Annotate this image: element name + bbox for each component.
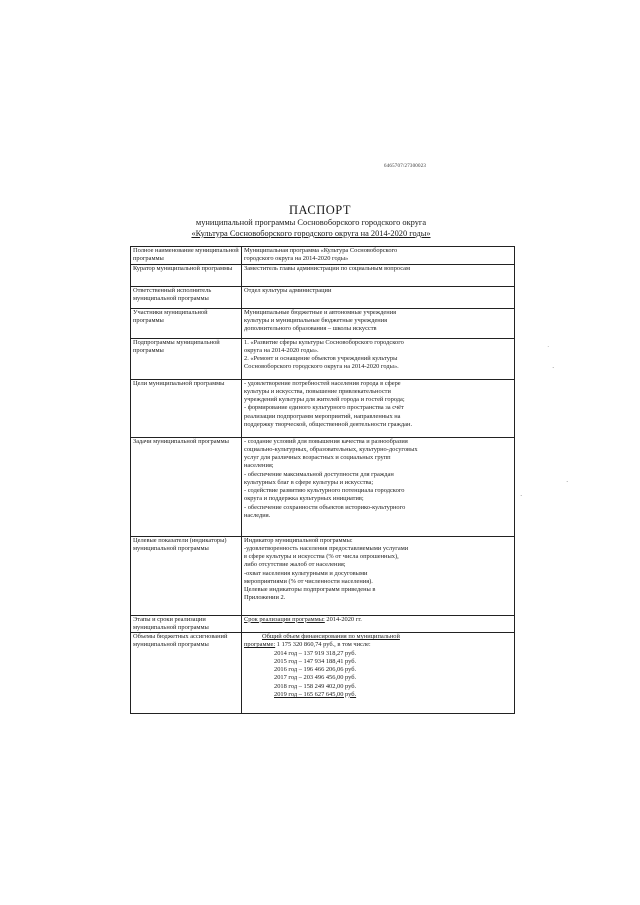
table-row [131, 633, 515, 714]
value-line [244, 641, 512, 649]
value-line: Сосновоборского городского округа на 2014-2020 годы». [244, 363, 399, 371]
value-line: - содействие развитию культурного потенциала городского [244, 487, 405, 494]
row-value [242, 264, 515, 286]
year-line: 2019 год – 165 627 645,00 руб. [274, 690, 357, 698]
value-line: поддержку творческой, общественной деятельности граждан. [244, 420, 413, 428]
row-value [242, 308, 515, 338]
value-line: Муниципальная программа «Культура Сосновоборского [244, 247, 398, 254]
row-value [242, 338, 515, 379]
value-line: культуры и искусства, повышение привлекательности [244, 387, 391, 395]
value-line: реализации подпрограмм мероприятий, направленных на [244, 412, 401, 420]
scan-mark: · [520, 492, 523, 500]
value-line: - удовлетворение потребностей населения города в сфере [244, 379, 401, 387]
value-line: Заместитель главы администрации по социальным вопросам [244, 264, 411, 272]
row-value [242, 615, 515, 633]
value-line: Муниципальные бюджетные и автономные учреждения [244, 308, 397, 316]
fin-total: 1 175 320 860,74 руб., в том числе: [275, 641, 371, 649]
table-row [131, 379, 515, 437]
value-line: - обеспечение сохранности объектов историко-культурного [244, 503, 406, 511]
value-line: наследия. [244, 511, 271, 519]
page-subtitle [126, 218, 496, 239]
year-line: 2014 год – 137 919 318,27 руб. [274, 649, 357, 657]
value-line: дополнительного образования – школы искусств [244, 325, 377, 332]
value-line: в сфере культуры и искусства (% от числа опрошенных), [244, 553, 399, 560]
row-value [242, 437, 515, 536]
row-value [242, 247, 515, 265]
value-line: округа на 2014-2020 годы». [244, 346, 319, 354]
row-label: Целевые показатели (индикаторы) муниципальной программы [131, 536, 242, 615]
row-label: Полное наименование муниципальной программы [131, 247, 242, 265]
value-line: Целевые индикаторы подпрограмм приведены в [244, 586, 376, 593]
value-line: Индикатор муниципальной программы: [244, 536, 353, 544]
value-line: культурных благ в сфере культуры и искусства; [244, 478, 374, 486]
value-line: населения; [244, 462, 274, 470]
value-line: 2. «Ремонт и оснащение объектов учреждений культуры [244, 355, 398, 362]
table-row [131, 615, 515, 633]
table-row [131, 286, 515, 308]
value-line: мероприятиями (% от численности населения). [244, 577, 373, 585]
scan-mark: · [552, 364, 555, 372]
document-id: 6465707/27300023 [384, 164, 427, 169]
value-line: Общий объем финансирования по муниципальной [262, 633, 400, 640]
scan-mark: · [566, 478, 569, 486]
row-value [242, 286, 515, 308]
value-line: - создание условий для повышения качества и разнообразия [244, 437, 408, 445]
value-line: либо отсутствие жалоб от населения; [244, 561, 346, 569]
value-line: культуры и муниципальные бюджетные учреждения [244, 316, 388, 324]
row-label: Задачи муниципальной программы [131, 437, 242, 536]
value-line: - формирование единого культурного пространства за счёт [244, 404, 404, 412]
value-line: 1. «Развитие сферы культуры Сосновоборского городского [244, 338, 404, 346]
value-line: Отдел культуры администрации [244, 286, 332, 294]
year-line: 2018 год – 158 249 402,00 руб. [274, 682, 357, 690]
row-label: Подпрограммы муниципальной программы [131, 338, 242, 379]
term-value: 2014-2020 гг. [324, 615, 362, 623]
year-line: 2016 год – 196 466 206,06 руб. [274, 666, 357, 673]
page-title: ПАСПОРТ [288, 203, 352, 217]
row-label: Этапы и сроки реализации муниципальной программы [131, 615, 242, 633]
term-label: Срок реализации программы: [244, 615, 325, 623]
row-label: Участники муниципальной программы [131, 308, 242, 338]
value-line: городского округа на 2014-2020 годы» [244, 255, 349, 263]
table-row [131, 536, 515, 615]
row-label: Цели муниципальной программы [131, 379, 242, 437]
scan-mark: ˙ [547, 345, 550, 353]
value-line: -удовлетворенность населения предоставляемыми услугами [244, 544, 409, 552]
value-line: - обеспечение максимальной доступности для граждан [244, 470, 394, 478]
row-value [242, 379, 515, 437]
table-row [131, 338, 515, 379]
value-line: учреждений культуры для жителей города и гостей города; [244, 396, 405, 403]
table-row [131, 264, 515, 286]
year-line: 2015 год – 147 934 188,41 руб. [274, 657, 357, 665]
value-line: -охват населения культурными и досуговыми [244, 569, 368, 577]
value-line: услуг для различных возрастных и социальных групп [244, 454, 391, 461]
year-line: 2017 год – 203 496 456,00 руб. [274, 674, 357, 682]
row-label: Объемы бюджетных ассигнований муниципальной программы [131, 633, 242, 714]
row-label: Куратор муниципальной программы [131, 264, 242, 286]
subtitle-line-1: муниципальной программы Сосновоборского городского округа [195, 218, 427, 227]
value-line: округа и поддержка культурных инициатив; [244, 495, 364, 503]
table-row [131, 437, 515, 536]
passport-table [130, 246, 515, 714]
row-value [242, 633, 515, 714]
table-row [131, 247, 515, 265]
row-label: Ответственный исполнитель муниципальной программы [131, 286, 242, 308]
table-row [131, 308, 515, 338]
value-line: социально-культурных, образовательных, культурно-досуговых [244, 445, 418, 453]
fin-label: программе: [244, 641, 276, 649]
row-value [242, 536, 515, 615]
value-line: Приложении 2. [244, 594, 286, 602]
subtitle-line-2: «Культура Сосновоборского городского округа на 2014-2020 годы» [191, 228, 431, 238]
